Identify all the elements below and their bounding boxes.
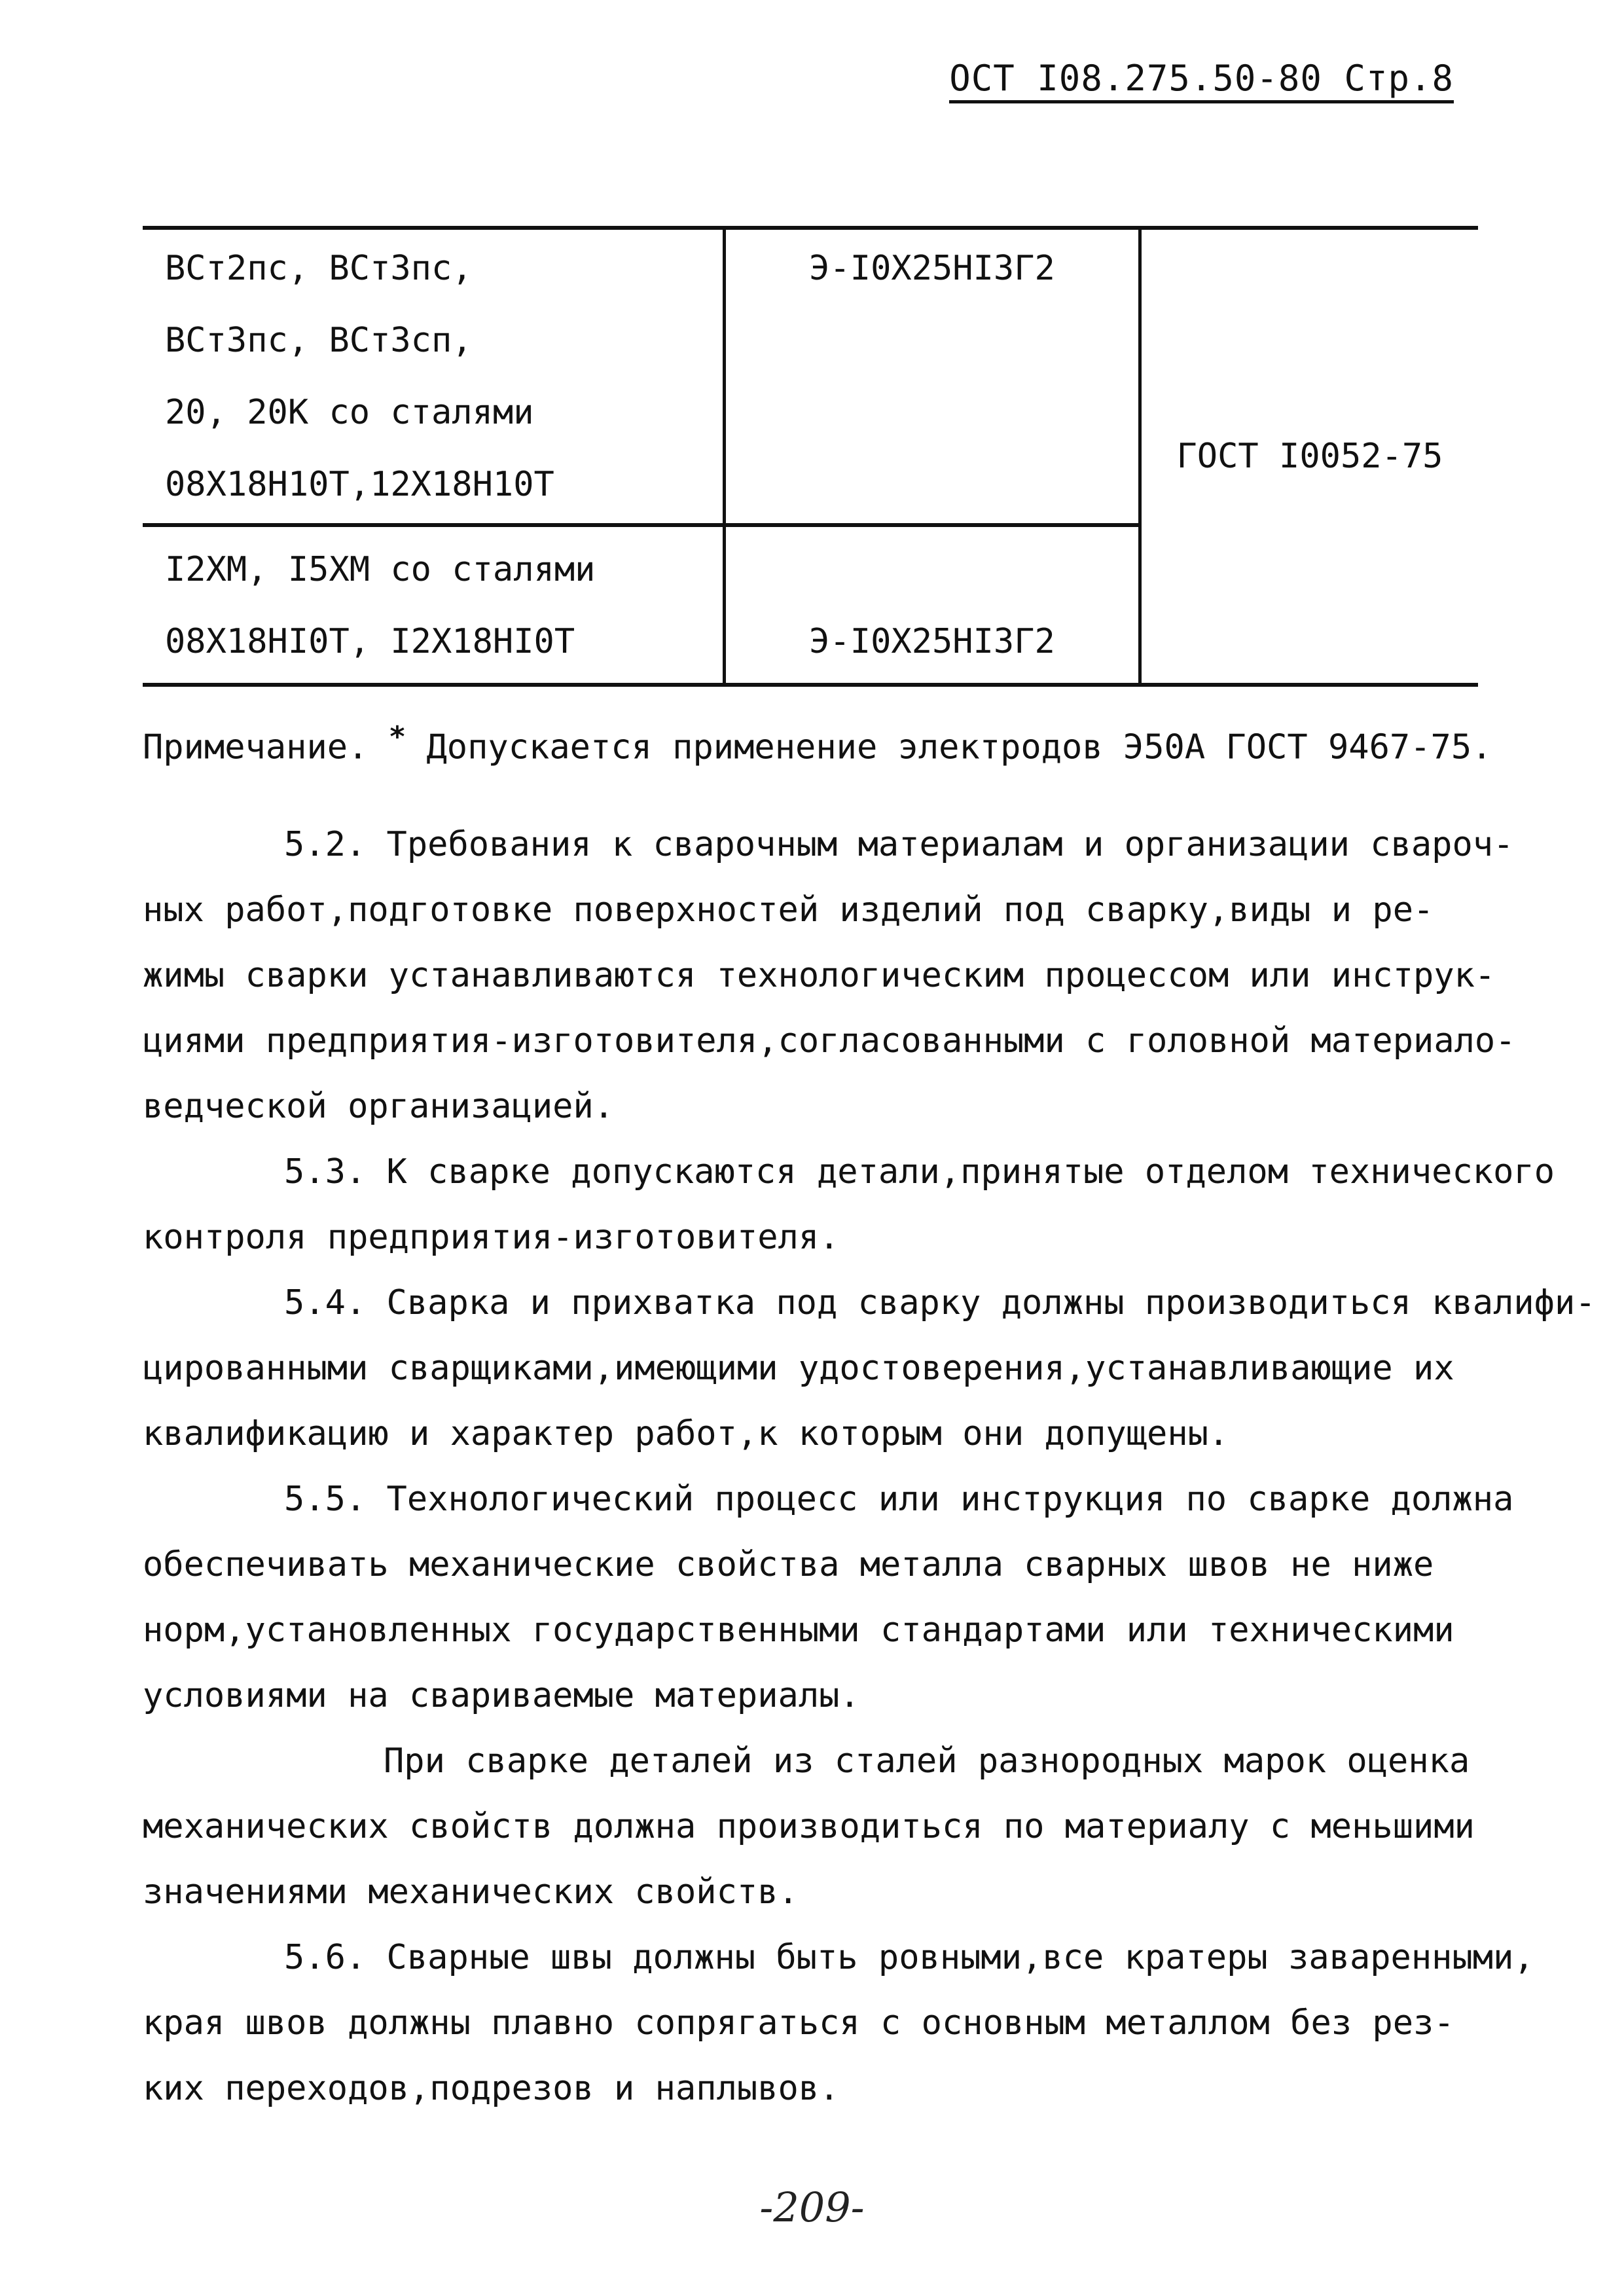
text-line: ведческой организацией. (143, 1087, 615, 1126)
text-line: контроля предприятия-изготовителя. (143, 1218, 840, 1257)
text-line: 5.3. К сварке допускаются детали,принятые отделом технического (284, 1152, 1555, 1192)
note-text: Допускается применение электродов Э50А ГОСТ 9467-75. (426, 727, 1492, 767)
standard-cell (1140, 228, 1479, 685)
electrode-grade: Э-I0Х25НI3Г2 (809, 622, 1055, 661)
materials-line: 08Х18НI0Т, I2Х18НI0Т (165, 622, 575, 661)
materials-line: ВСт2пс, ВСт3пс, (165, 249, 473, 288)
materials-line: 08Х18Н10Т,12Х18Н10Т (165, 465, 554, 504)
text-line: цированными сварщиками,имеющими удостоверения,устанавливающие их (143, 1349, 1454, 1388)
text-line: обеспечивать механические свойства металла сварных швов не ниже (143, 1545, 1434, 1584)
materials-line: 20, 20К со сталями (165, 393, 534, 432)
text-line: условиями на свариваемые материалы. (143, 1676, 860, 1715)
text-line: При сварке деталей из сталей разнородных марок оценка (384, 1741, 1470, 1781)
paragraph-5-5-addendum (143, 1728, 1583, 1925)
paragraph-5-3 (143, 1139, 1583, 1270)
electrode-cell (725, 228, 1140, 525)
paragraph-5-5 (143, 1467, 1583, 1728)
materials-line: ВСт3пс, ВСт3сп, (165, 321, 473, 360)
electrode-grade: Э-I0Х25НI3Г2 (809, 249, 1055, 288)
text-line: 5.6. Сварные швы должны быть ровными,все кратеры заваренными, (284, 1938, 1534, 1977)
text-line: ких переходов,подрезов и наплывов. (143, 2069, 840, 2108)
electrode-cell (725, 525, 1140, 685)
footnote-mark: * (388, 720, 406, 754)
text-line: значениями механических свойств. (143, 1872, 799, 1912)
materials-cell (143, 525, 725, 685)
paragraph-5-2 (143, 812, 1583, 1139)
text-line: ных работ,подготовке поверхностей изделий под сварку,виды и ре- (143, 890, 1434, 930)
paragraph-5-6 (143, 1925, 1583, 2121)
materials-line: I2ХМ, I5ХМ со сталями (165, 550, 596, 589)
text-line: края швов должны плавно сопрягаться с основным металлом без рез- (143, 2003, 1454, 2043)
text-line: циями предприятия-изготовителя,согласованными с головной материало- (143, 1021, 1516, 1061)
text-line: 5.5. Технологический процесс или инструкция по сварке должна (284, 1480, 1514, 1519)
page-number: -209- (759, 2183, 865, 2231)
paragraph-5-4 (143, 1270, 1596, 1467)
page-header: ОСТ I08.275.50-80 Стр.8 (949, 58, 1454, 103)
note-prefix: Примечание. (143, 727, 369, 767)
standard-label: ГОСТ I0052-75 (1176, 437, 1443, 476)
text-line: 5.4. Сварка и прихватка под сварку должны производиться квалифи- (284, 1283, 1596, 1322)
text-line: механических свойств должна производиться по материалу с меньшими (143, 1807, 1475, 1846)
document-body (143, 812, 1596, 2121)
text-line: норм,установленных государственными стандартами или техническими (143, 1611, 1454, 1650)
table-note (143, 720, 1492, 767)
materials-cell (143, 228, 725, 525)
table-row (143, 228, 1478, 525)
text-line: жимы сварки устанавливаются технологическим процессом или инструк- (143, 956, 1496, 995)
text-line: 5.2. Требования к сварочным материалам и организации свароч- (284, 825, 1514, 864)
materials-table (143, 226, 1478, 687)
text-line: квалификацию и характер работ,к которым они допущены. (143, 1414, 1229, 1453)
